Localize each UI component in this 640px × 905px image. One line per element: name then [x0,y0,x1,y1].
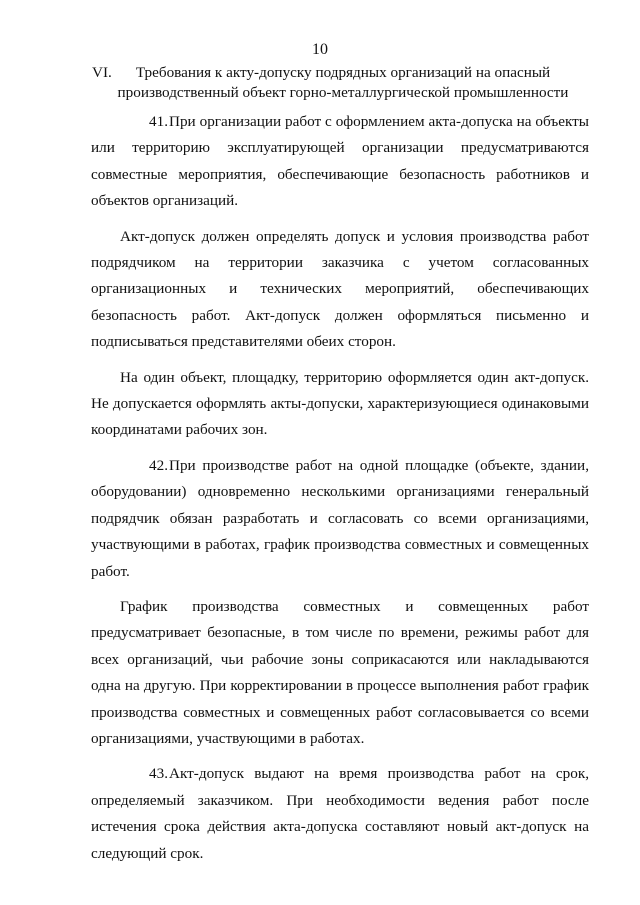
paragraph-43 [91,761,589,867]
paragraph-text: На один объект, площадку, территорию оформляется один акт-допуск. Не допускается оформлять акты-допуски, характеризующиеся одинаковыми координатами рабочих зон. [91,368,589,439]
paragraph-number: 43. [149,765,168,783]
paragraph-42-schedule [91,594,589,752]
section-heading [92,63,594,103]
paragraph-text: График производства совместных и совмещенных работ предусматривает безопасные, в том числе по времени, режимы работ для всех организаций, чьи рабочие зоны соприкасаются или накладываются одна на другую. При корректировании в процессе выполнения работ график производства совместных и совмещенных работ согласовывается со всеми организациями, участвующими в работах. [91,597,589,747]
paragraph-41-act-definition [91,224,589,356]
paragraph-text: При организации работ с оформлением акта-допуска на объекты или территорию эксплуатирующей организации предусматриваются совместные мероприятия, обеспечивающие безопасность работников и объектов организаций. [91,113,589,210]
paragraph-41-one-act [91,365,589,444]
document-body [91,109,589,876]
paragraph-41 [91,109,589,215]
section-title-line-1: Требования к акту-допуску подрядных организаций на опасный [135,64,551,81]
paragraph-text: Акт-допуск выдают на время производства работ на срок, определяемый заказчиком. При необходимости ведения работ после истечения срока действия акта-допуска составляют новый акт-допуск на следующий срок. [91,765,589,862]
section-roman-numeral: VI. [92,64,112,81]
paragraph-number: 41. [149,113,168,130]
section-title-line-2: производственный объект горно-металлургической промышленности [117,84,569,101]
page-number: 10 [312,41,328,58]
paragraph-number: 42. [149,456,168,474]
paragraph-42 [91,453,589,585]
paragraph-text: Акт-допуск должен определять допуск и условия производства работ подрядчиком на территории заказчика с учетом согласованных организационных и технических мероприятий, обеспечивающих безопасность работ. Акт-допуск должен оформляться письменно и подписываться представителями обеих сторон. [91,227,589,351]
paragraph-text: При производстве работ на одной площадке (объекте, здании, оборудовании) одновременно несколькими организациями генеральный подрядчик обязан разработать и согласовать со всеми организациями, участвующими в работах, график производства совместных и совмещенных работ. [91,456,589,580]
